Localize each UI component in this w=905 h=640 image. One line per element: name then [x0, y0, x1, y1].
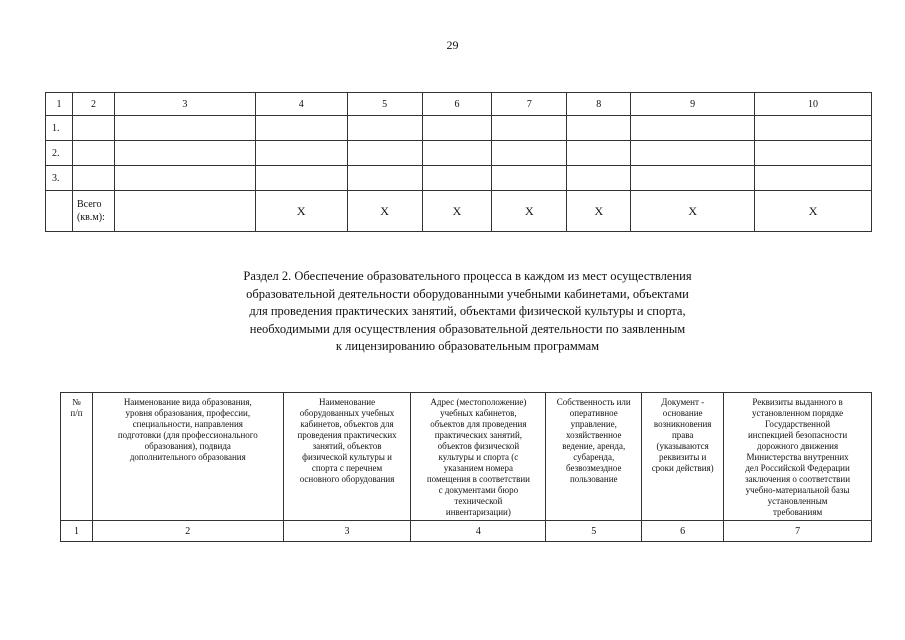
column-number: 2 — [92, 521, 283, 542]
header-line: занятий, объектов — [312, 441, 382, 451]
header-line: Наименование вида образования, — [123, 397, 252, 407]
column-number: 3 — [114, 93, 255, 116]
header-line: управление, — [570, 419, 617, 429]
header-cell — [92, 393, 283, 521]
table-cell — [422, 141, 492, 166]
header-line: культуры и спорта (с — [438, 452, 519, 462]
premises-table — [45, 92, 872, 232]
column-number: 1 — [61, 521, 93, 542]
table-cell — [755, 116, 872, 141]
column-number: 4 — [255, 93, 347, 116]
header-line: (указываются — [656, 441, 709, 451]
row-number: 1. — [46, 116, 73, 141]
table-cell — [755, 141, 872, 166]
table-cell — [567, 141, 631, 166]
title-line: образовательной деятельности оборудованными учебными кабинетами, объектами — [246, 286, 689, 301]
section-2-title — [0, 268, 905, 356]
table-cell — [347, 166, 422, 191]
table-cell — [72, 141, 114, 166]
table-cell — [492, 166, 567, 191]
table-cell — [567, 166, 631, 191]
column-number: 10 — [755, 93, 872, 116]
table-cell — [255, 141, 347, 166]
x-mark: X — [755, 191, 872, 232]
header-line: субаренда, — [573, 452, 615, 462]
column-number: 6 — [422, 93, 492, 116]
header-cell — [61, 393, 93, 521]
table-cell — [492, 116, 567, 141]
header-line: дополнительного образования — [129, 452, 246, 462]
table-cell — [631, 166, 755, 191]
equipment-table — [60, 392, 872, 542]
header-line: дорожного движения — [757, 441, 839, 451]
table-cell — [347, 116, 422, 141]
table-header-row — [46, 93, 872, 116]
header-line: Наименование — [319, 397, 376, 407]
header-line: технической — [454, 496, 503, 506]
header-line: образования), подвида — [144, 441, 231, 451]
table-cell — [114, 191, 255, 232]
total-label-line: (кв.м): — [76, 212, 105, 223]
title-line: к лицензированию образовательным программам — [335, 339, 600, 353]
table-row — [46, 141, 872, 166]
header-line: пользование — [569, 474, 618, 484]
header-line: ведение, аренда, — [562, 441, 626, 451]
header-cell — [411, 393, 546, 521]
column-number: 8 — [567, 93, 631, 116]
row-number: 2. — [46, 141, 73, 166]
header-line: специальности, направления — [132, 419, 243, 429]
column-number: 6 — [642, 521, 724, 542]
table-cell — [631, 116, 755, 141]
title-line: необходимыми для осуществления образовательной деятельности по заявленным — [249, 321, 686, 336]
column-number: 5 — [546, 521, 642, 542]
table-row — [46, 166, 872, 191]
header-line: № — [72, 397, 81, 407]
header-line: безвозмездное — [566, 463, 622, 473]
header-line: Государственной — [765, 419, 831, 429]
header-line: учебно-материальной базы — [745, 485, 850, 495]
table-header-row — [61, 393, 872, 521]
header-line: п/п — [70, 408, 83, 418]
header-line: Адрес (местоположение) — [430, 397, 527, 407]
header-line: физической культуры и — [302, 452, 392, 462]
total-label-line: Всего — [76, 199, 102, 210]
table-cell — [755, 166, 872, 191]
table-cell — [114, 166, 255, 191]
header-line: установленным — [767, 496, 828, 506]
header-line: с документами бюро — [438, 485, 519, 495]
table-cell — [72, 116, 114, 141]
x-mark: X — [347, 191, 422, 232]
total-row — [46, 191, 872, 232]
column-number: 1 — [46, 93, 73, 116]
x-mark: X — [422, 191, 492, 232]
page-number: 29 — [446, 38, 459, 52]
table-cell — [492, 141, 567, 166]
header-line: инвентаризации) — [445, 507, 511, 517]
header-line: проведения практических — [297, 430, 397, 440]
header-line: подготовки (для профессионального — [117, 430, 258, 440]
table-cell — [567, 116, 631, 141]
x-mark: X — [567, 191, 631, 232]
header-line: Министерства внутренних — [746, 452, 849, 462]
title-line: Раздел 2. Обеспечение образовательного процесса в каждом из мест осуществления — [243, 269, 692, 283]
table-cell — [631, 141, 755, 166]
header-cell — [546, 393, 642, 521]
header-line: установленном порядке — [752, 408, 844, 418]
header-line: оперативное — [569, 408, 618, 418]
table-cell — [255, 166, 347, 191]
column-number: 3 — [283, 521, 411, 542]
row-number: 3. — [46, 166, 73, 191]
column-numbers-row — [61, 521, 872, 542]
header-line: инспекцией безопасности — [747, 430, 848, 440]
header-cell — [283, 393, 411, 521]
title-line: для проведения практических занятий, объектами физической культуры и спорта, — [249, 304, 686, 318]
table-cell — [46, 191, 73, 232]
table-cell — [255, 116, 347, 141]
header-line: практических занятий, — [434, 430, 523, 440]
column-number: 7 — [724, 521, 872, 542]
header-line: учебных кабинетов, — [440, 408, 517, 418]
table-cell — [422, 166, 492, 191]
header-line: реквизиты и — [658, 452, 707, 462]
table-cell — [114, 116, 255, 141]
header-line: кабинетов, объектов для — [300, 419, 394, 429]
table-cell — [347, 141, 422, 166]
header-line: Реквизиты выданного в — [752, 397, 843, 407]
header-line: заключения о соответствии — [745, 474, 851, 484]
column-number: 2 — [72, 93, 114, 116]
header-line: основного оборудования — [299, 474, 395, 484]
header-line: основание — [662, 408, 703, 418]
header-line: спорта с перечнем — [311, 463, 383, 473]
table-row — [46, 116, 872, 141]
x-mark: X — [492, 191, 567, 232]
header-line: помещения в соответствии — [426, 474, 530, 484]
header-cell — [724, 393, 872, 521]
header-line: права — [671, 430, 694, 440]
header-line: Собственность или — [556, 397, 631, 407]
column-number: 7 — [492, 93, 567, 116]
table-cell — [72, 166, 114, 191]
x-mark: X — [255, 191, 347, 232]
header-line: Документ - — [661, 397, 705, 407]
column-number: 5 — [347, 93, 422, 116]
column-number: 9 — [631, 93, 755, 116]
header-line: объектов для проведения — [430, 419, 527, 429]
header-line: сроки действия) — [651, 463, 714, 473]
header-line: уровня образования, профессии, — [125, 408, 251, 418]
header-line: возникновения — [653, 419, 712, 429]
table-cell — [114, 141, 255, 166]
header-line: дел Российской Федерации — [745, 463, 850, 473]
table-cell — [422, 116, 492, 141]
header-line: объектов физической — [437, 441, 520, 451]
header-cell — [642, 393, 724, 521]
x-mark: X — [631, 191, 755, 232]
total-label — [72, 191, 114, 232]
column-number: 4 — [411, 521, 546, 542]
header-line: указанием номера — [443, 463, 513, 473]
header-line: оборудованных учебных — [299, 408, 395, 418]
header-line: хозяйственное — [565, 430, 622, 440]
header-line: требованиям — [772, 507, 823, 517]
